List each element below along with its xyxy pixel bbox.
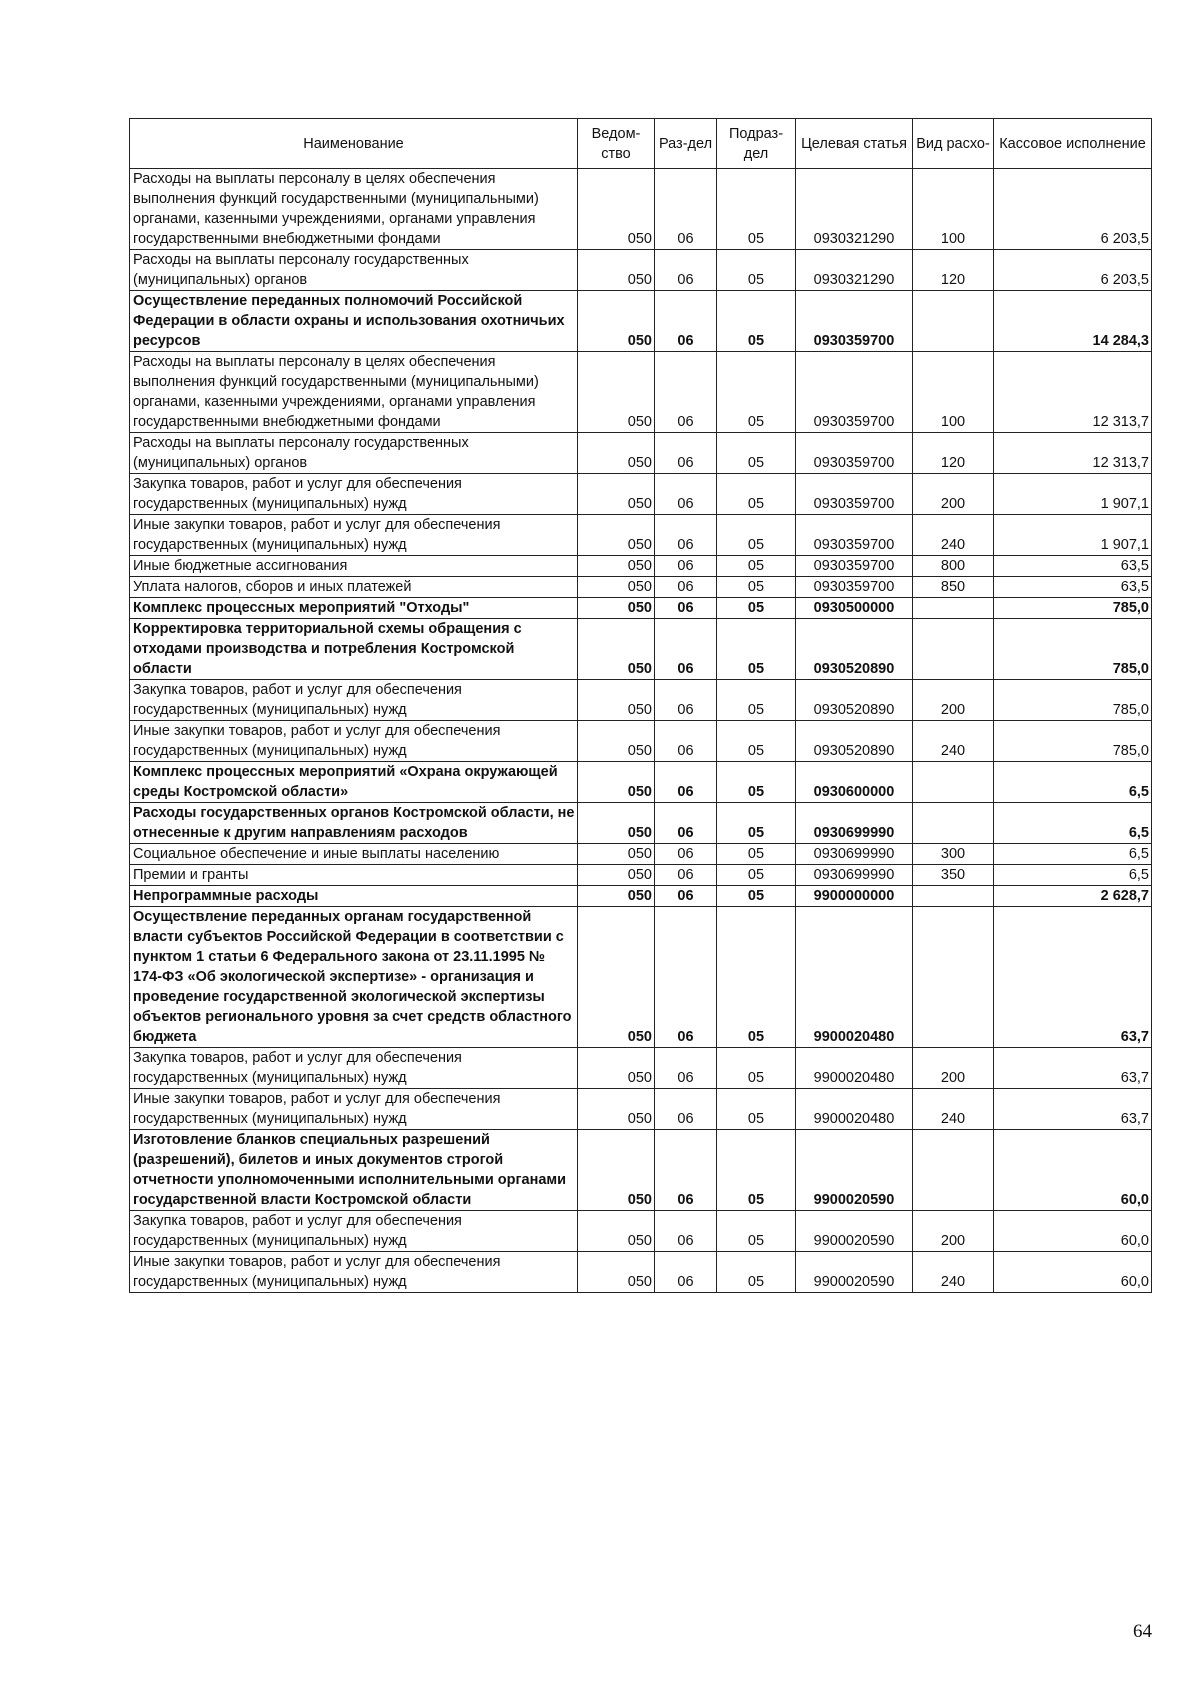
row-subsection: 05 (717, 865, 796, 886)
row-name: Осуществление переданных органам государственной власти субъектов Российской Федерации в соответствии с пунктом 1 статьи 6 Федерального закона от 23.11.1995 № 174-ФЗ «Об экологической экспертизе» - организация и проведение государственной экологической экспертизы объектов регионального уровня за счет средств областного бюджета (130, 907, 578, 1048)
row-name: Комплекс процессных мероприятий «Охрана окружающей среды Костромской области» (130, 762, 578, 803)
table-row (130, 598, 1152, 619)
row-amount: 6 203,5 (994, 250, 1152, 291)
row-target: 0930699990 (796, 865, 913, 886)
row-amount: 63,7 (994, 1048, 1152, 1089)
row-amount: 63,5 (994, 577, 1152, 598)
row-name: Комплекс процессных мероприятий "Отходы" (130, 598, 578, 619)
row-agency: 050 (578, 886, 655, 907)
row-agency: 050 (578, 865, 655, 886)
header-agency: Ведом-ство (578, 119, 655, 169)
row-agency: 050 (578, 169, 655, 250)
row-section: 06 (655, 1048, 717, 1089)
row-expense-type: 350 (913, 865, 994, 886)
row-expense-type: 240 (913, 515, 994, 556)
row-name: Осуществление переданных полномочий Российской Федерации в области охраны и использования охотничьих ресурсов (130, 291, 578, 352)
row-target: 0930359700 (796, 433, 913, 474)
row-expense-type: 200 (913, 1048, 994, 1089)
row-subsection: 05 (717, 1048, 796, 1089)
row-subsection: 05 (717, 886, 796, 907)
row-name: Социальное обеспечение и иные выплаты населению (130, 844, 578, 865)
table-row (130, 803, 1152, 844)
row-amount: 6,5 (994, 762, 1152, 803)
row-section: 06 (655, 598, 717, 619)
row-section: 06 (655, 291, 717, 352)
row-amount: 1 907,1 (994, 515, 1152, 556)
row-expense-type: 240 (913, 1089, 994, 1130)
row-agency: 050 (578, 515, 655, 556)
row-name: Расходы государственных органов Костромской области, не отнесенные к другим направлениям расходов (130, 803, 578, 844)
row-target: 0930359700 (796, 352, 913, 433)
header-expense-type: Вид расхо- (913, 119, 994, 169)
row-target: 9900020480 (796, 907, 913, 1048)
row-target: 0930520890 (796, 721, 913, 762)
table-row (130, 619, 1152, 680)
row-subsection: 05 (717, 844, 796, 865)
row-expense-type (913, 291, 994, 352)
row-subsection: 05 (717, 352, 796, 433)
row-name: Иные закупки товаров, работ и услуг для обеспечения государственных (муниципальных) нужд (130, 721, 578, 762)
row-target: 0930321290 (796, 250, 913, 291)
row-agency: 050 (578, 619, 655, 680)
row-subsection: 05 (717, 556, 796, 577)
row-target: 0930321290 (796, 169, 913, 250)
row-expense-type (913, 886, 994, 907)
row-name: Закупка товаров, работ и услуг для обеспечения государственных (муниципальных) нужд (130, 474, 578, 515)
row-subsection: 05 (717, 433, 796, 474)
row-target: 0930699990 (796, 803, 913, 844)
row-agency: 050 (578, 577, 655, 598)
table-row (130, 291, 1152, 352)
row-section: 06 (655, 1252, 717, 1293)
table-row (130, 886, 1152, 907)
row-expense-type (913, 598, 994, 619)
row-agency: 050 (578, 433, 655, 474)
row-amount: 6,5 (994, 803, 1152, 844)
row-expense-type (913, 803, 994, 844)
row-section: 06 (655, 762, 717, 803)
row-section: 06 (655, 250, 717, 291)
row-section: 06 (655, 577, 717, 598)
row-section: 06 (655, 352, 717, 433)
row-section: 06 (655, 680, 717, 721)
table-row (130, 1048, 1152, 1089)
row-section: 06 (655, 515, 717, 556)
row-agency: 050 (578, 1089, 655, 1130)
row-target: 9900020480 (796, 1089, 913, 1130)
row-agency: 050 (578, 1130, 655, 1211)
table-row (130, 762, 1152, 803)
row-expense-type: 100 (913, 352, 994, 433)
row-expense-type: 120 (913, 250, 994, 291)
row-amount: 6,5 (994, 865, 1152, 886)
row-section: 06 (655, 907, 717, 1048)
row-amount: 785,0 (994, 619, 1152, 680)
row-target: 0930699990 (796, 844, 913, 865)
row-agency: 050 (578, 844, 655, 865)
table-row (130, 1089, 1152, 1130)
row-agency: 050 (578, 291, 655, 352)
row-subsection: 05 (717, 721, 796, 762)
row-target: 9900020590 (796, 1130, 913, 1211)
row-subsection: 05 (717, 169, 796, 250)
row-target: 9900000000 (796, 886, 913, 907)
table-row (130, 250, 1152, 291)
row-name: Изготовление бланков специальных разрешений (разрешений), билетов и иных документов строгой отчетности уполномоченными исполнительными органами государственной власти Костромской области (130, 1130, 578, 1211)
row-expense-type: 240 (913, 1252, 994, 1293)
row-name: Иные бюджетные ассигнования (130, 556, 578, 577)
row-amount: 6,5 (994, 844, 1152, 865)
row-expense-type: 850 (913, 577, 994, 598)
row-subsection: 05 (717, 907, 796, 1048)
row-agency: 050 (578, 721, 655, 762)
row-name: Расходы на выплаты персоналу государственных (муниципальных) органов (130, 433, 578, 474)
row-expense-type (913, 907, 994, 1048)
row-name: Расходы на выплаты персоналу в целях обеспечения выполнения функций государственными (муниципальными) органами, казенными учреждениями, органами управления государственными внебюджетными фондами (130, 352, 578, 433)
row-amount: 785,0 (994, 598, 1152, 619)
row-name: Премии и гранты (130, 865, 578, 886)
row-target: 0930359700 (796, 515, 913, 556)
page-number: 64 (1133, 1621, 1152, 1642)
row-subsection: 05 (717, 762, 796, 803)
row-agency: 050 (578, 762, 655, 803)
row-subsection: 05 (717, 680, 796, 721)
row-amount: 6 203,5 (994, 169, 1152, 250)
table-body (130, 169, 1152, 1293)
row-name: Расходы на выплаты персоналу государственных (муниципальных) органов (130, 250, 578, 291)
row-amount: 1 907,1 (994, 474, 1152, 515)
table-row (130, 169, 1152, 250)
row-amount: 12 313,7 (994, 352, 1152, 433)
row-section: 06 (655, 1130, 717, 1211)
row-target: 0930520890 (796, 680, 913, 721)
row-agency: 050 (578, 474, 655, 515)
table-row (130, 515, 1152, 556)
row-section: 06 (655, 803, 717, 844)
row-expense-type: 200 (913, 1211, 994, 1252)
row-section: 06 (655, 619, 717, 680)
row-expense-type (913, 762, 994, 803)
row-section: 06 (655, 721, 717, 762)
row-section: 06 (655, 1089, 717, 1130)
row-amount: 785,0 (994, 680, 1152, 721)
row-expense-type: 200 (913, 474, 994, 515)
header-subsection: Подраз-дел (717, 119, 796, 169)
row-agency: 050 (578, 598, 655, 619)
row-amount: 63,7 (994, 907, 1152, 1048)
row-target: 0930359700 (796, 556, 913, 577)
row-amount: 785,0 (994, 721, 1152, 762)
row-expense-type: 100 (913, 169, 994, 250)
row-agency: 050 (578, 1252, 655, 1293)
row-target: 9900020590 (796, 1252, 913, 1293)
table-row (130, 1252, 1152, 1293)
row-amount: 2 628,7 (994, 886, 1152, 907)
row-subsection: 05 (717, 515, 796, 556)
row-expense-type: 800 (913, 556, 994, 577)
table-row (130, 433, 1152, 474)
row-name: Уплата налогов, сборов и иных платежей (130, 577, 578, 598)
row-section: 06 (655, 865, 717, 886)
table-row (130, 474, 1152, 515)
row-amount: 14 284,3 (994, 291, 1152, 352)
row-agency: 050 (578, 803, 655, 844)
row-name: Закупка товаров, работ и услуг для обеспечения государственных (муниципальных) нужд (130, 1211, 578, 1252)
row-subsection: 05 (717, 1211, 796, 1252)
header-section: Раз-дел (655, 119, 717, 169)
table-row (130, 865, 1152, 886)
row-subsection: 05 (717, 598, 796, 619)
row-subsection: 05 (717, 803, 796, 844)
table-row (130, 556, 1152, 577)
row-expense-type (913, 1130, 994, 1211)
row-amount: 12 313,7 (994, 433, 1152, 474)
row-target: 9900020480 (796, 1048, 913, 1089)
budget-execution-table (129, 118, 1152, 1293)
header-name: Наименование (130, 119, 578, 169)
row-amount: 63,5 (994, 556, 1152, 577)
row-section: 06 (655, 433, 717, 474)
table-row (130, 577, 1152, 598)
row-section: 06 (655, 169, 717, 250)
row-target: 0930359700 (796, 291, 913, 352)
row-name: Иные закупки товаров, работ и услуг для обеспечения государственных (муниципальных) нужд (130, 515, 578, 556)
row-subsection: 05 (717, 250, 796, 291)
row-name: Непрограммные расходы (130, 886, 578, 907)
table-row (130, 1211, 1152, 1252)
table-row (130, 907, 1152, 1048)
row-target: 0930520890 (796, 619, 913, 680)
header-target: Целевая статья (796, 119, 913, 169)
row-amount: 60,0 (994, 1252, 1152, 1293)
row-section: 06 (655, 1211, 717, 1252)
row-subsection: 05 (717, 1252, 796, 1293)
row-target: 0930359700 (796, 577, 913, 598)
row-subsection: 05 (717, 1130, 796, 1211)
row-expense-type: 120 (913, 433, 994, 474)
row-agency: 050 (578, 1048, 655, 1089)
row-agency: 050 (578, 680, 655, 721)
row-subsection: 05 (717, 577, 796, 598)
row-amount: 60,0 (994, 1211, 1152, 1252)
table-row (130, 680, 1152, 721)
row-section: 06 (655, 844, 717, 865)
row-amount: 60,0 (994, 1130, 1152, 1211)
row-target: 0930500000 (796, 598, 913, 619)
row-target: 9900020590 (796, 1211, 913, 1252)
row-expense-type: 300 (913, 844, 994, 865)
row-amount: 63,7 (994, 1089, 1152, 1130)
row-expense-type: 200 (913, 680, 994, 721)
table-row (130, 352, 1152, 433)
table-header-row (130, 119, 1152, 169)
table-row (130, 1130, 1152, 1211)
row-target: 0930359700 (796, 474, 913, 515)
row-agency: 050 (578, 907, 655, 1048)
row-subsection: 05 (717, 619, 796, 680)
row-expense-type (913, 619, 994, 680)
table-row (130, 844, 1152, 865)
row-name: Иные закупки товаров, работ и услуг для обеспечения государственных (муниципальных) нужд (130, 1089, 578, 1130)
row-target: 0930600000 (796, 762, 913, 803)
row-name: Закупка товаров, работ и услуг для обеспечения государственных (муниципальных) нужд (130, 1048, 578, 1089)
row-subsection: 05 (717, 291, 796, 352)
row-name: Корректировка территориальной схемы обращения с отходами производства и потребления Костромской области (130, 619, 578, 680)
row-section: 06 (655, 556, 717, 577)
row-expense-type: 240 (913, 721, 994, 762)
row-subsection: 05 (717, 474, 796, 515)
row-subsection: 05 (717, 1089, 796, 1130)
row-agency: 050 (578, 556, 655, 577)
row-name: Закупка товаров, работ и услуг для обеспечения государственных (муниципальных) нужд (130, 680, 578, 721)
header-amount: Кассовое исполнение (994, 119, 1152, 169)
row-agency: 050 (578, 1211, 655, 1252)
row-section: 06 (655, 886, 717, 907)
table-row (130, 721, 1152, 762)
row-agency: 050 (578, 250, 655, 291)
row-agency: 050 (578, 352, 655, 433)
row-section: 06 (655, 474, 717, 515)
row-name: Иные закупки товаров, работ и услуг для обеспечения государственных (муниципальных) нужд (130, 1252, 578, 1293)
row-name: Расходы на выплаты персоналу в целях обеспечения выполнения функций государственными (муниципальными) органами, казенными учреждениями, органами управления государственными внебюджетными фондами (130, 169, 578, 250)
